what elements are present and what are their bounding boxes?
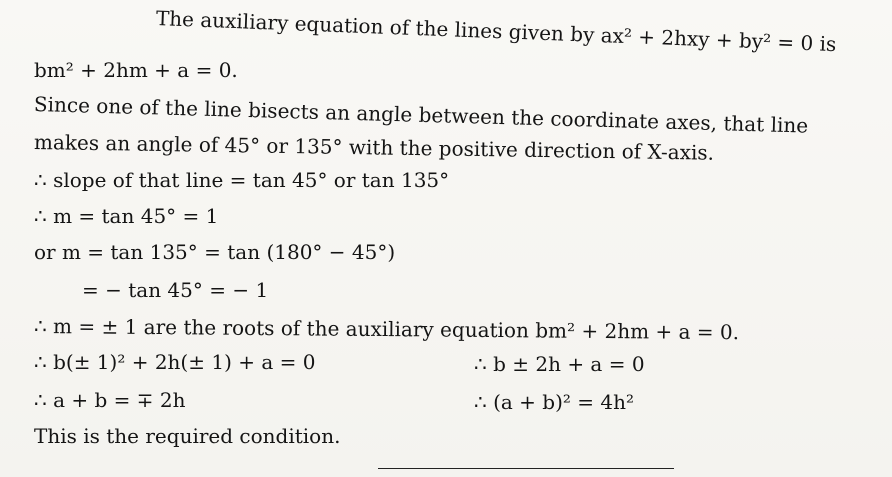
- text-line-11: ∴ b ± 2h + a = 0: [474, 352, 645, 376]
- text-line-7: or m = tan 135° = tan (180° − 45°): [34, 240, 396, 264]
- text-line-12: ∴ a + b = ∓ 2h: [34, 388, 186, 412]
- text-line-13: ∴ (a + b)² = 4h²: [474, 390, 634, 414]
- text-line-5: ∴ slope of that line = tan 45° or tan 135°: [34, 168, 450, 192]
- text-line-6: ∴ m = tan 45° = 1: [34, 204, 219, 228]
- text-line-14: This is the required condition.: [34, 424, 341, 448]
- text-line-3: Since one of the line bisects an angle between the coordinate axes, that line: [33, 92, 809, 138]
- text-line-1: The auxiliary equation of the lines given by ax² + 2hxy + by² = 0 is: [155, 6, 837, 57]
- text-line-4: makes an angle of 45° or 135° with the positive direction of X-axis.: [33, 130, 715, 165]
- text-line-10: ∴ b(± 1)² + 2h(± 1) + a = 0: [34, 350, 316, 374]
- text-line-2: bm² + 2hm + a = 0.: [34, 58, 238, 82]
- text-line-8: = − tan 45° = − 1: [82, 278, 269, 302]
- text-line-9: ∴ m = ± 1 are the roots of the auxiliary equation bm² + 2hm + a = 0.: [33, 314, 740, 345]
- divider-rule: [378, 468, 674, 469]
